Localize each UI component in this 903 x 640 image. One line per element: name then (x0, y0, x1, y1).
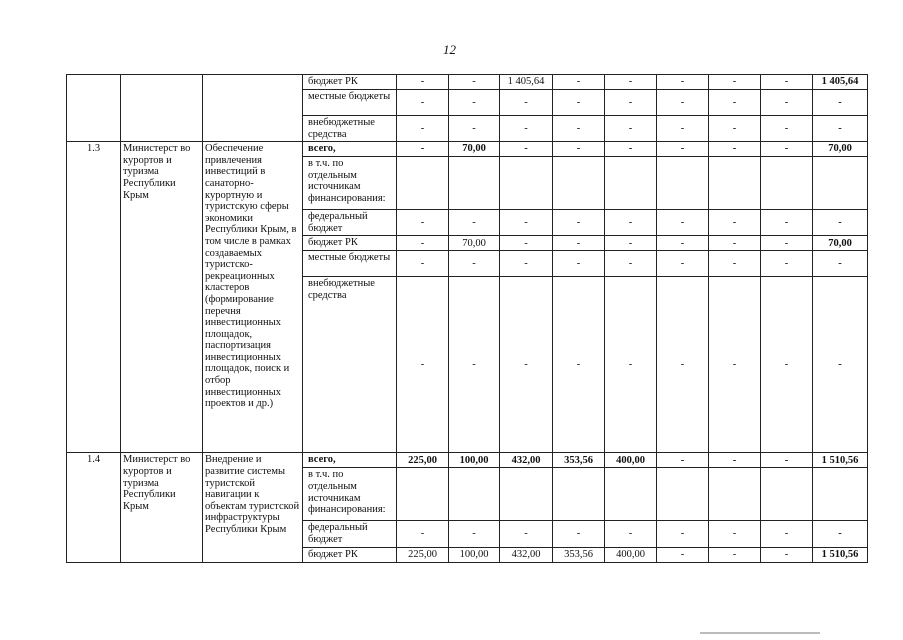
value-cell: - (709, 453, 761, 468)
value-cell: - (449, 90, 500, 116)
value-cell: 353,56 (553, 547, 605, 562)
executor-cell: Министерст во курортов и туризма Республики Крым (121, 142, 203, 453)
value-cell: 100,00 (449, 453, 500, 468)
value-cell: - (500, 521, 553, 547)
value-cell: - (605, 142, 657, 157)
value-cell (449, 468, 500, 521)
value-cell: - (761, 453, 813, 468)
value-cell: 432,00 (500, 453, 553, 468)
value-cell: - (761, 90, 813, 116)
value-cell: - (761, 277, 813, 453)
value-cell: - (761, 116, 813, 142)
value-cell: - (657, 90, 709, 116)
value-cell: - (605, 210, 657, 236)
total-cell: 1 405,64 (813, 75, 868, 90)
source-cell: всего, (303, 453, 397, 468)
value-cell: - (553, 75, 605, 90)
value-cell: - (605, 90, 657, 116)
value-cell: 70,00 (449, 142, 500, 157)
source-cell: федеральный бюджет (303, 210, 397, 236)
value-cell (657, 157, 709, 210)
value-cell: - (553, 90, 605, 116)
value-cell: - (605, 236, 657, 251)
description-cell: Внедрение и развитие системы туристской навигации к объектам туристской инфраструктуры Республики Крым (203, 453, 303, 562)
source-cell: местные бюджеты (303, 90, 397, 116)
value-cell: - (553, 210, 605, 236)
value-cell: - (500, 236, 553, 251)
value-cell: - (657, 521, 709, 547)
value-cell: - (709, 236, 761, 251)
value-cell: - (709, 142, 761, 157)
table-row (67, 453, 868, 468)
table-row (67, 75, 868, 90)
value-cell: - (500, 116, 553, 142)
total-cell: 1 510,56 (813, 547, 868, 562)
total-cell: 70,00 (813, 142, 868, 157)
page-number: 12 (443, 42, 456, 57)
row-number: 1.4 (67, 453, 121, 562)
value-cell: - (761, 547, 813, 562)
value-cell: 225,00 (397, 453, 449, 468)
value-cell: - (657, 547, 709, 562)
value-cell: - (605, 251, 657, 277)
value-cell: 432,00 (500, 547, 553, 562)
value-cell: - (761, 75, 813, 90)
value-cell (553, 157, 605, 210)
source-cell: федеральный бюджет (303, 521, 397, 547)
total-cell: - (813, 521, 868, 547)
source-cell: бюджет РК (303, 236, 397, 251)
value-cell: 353,56 (553, 453, 605, 468)
value-cell: - (657, 236, 709, 251)
value-cell: - (709, 547, 761, 562)
value-cell: - (761, 142, 813, 157)
value-cell: 400,00 (605, 453, 657, 468)
total-cell: 70,00 (813, 236, 868, 251)
value-cell: - (500, 90, 553, 116)
value-cell: - (449, 116, 500, 142)
value-cell: - (709, 210, 761, 236)
value-cell: - (709, 75, 761, 90)
value-cell: - (397, 277, 449, 453)
value-cell: - (397, 236, 449, 251)
value-cell: - (500, 251, 553, 277)
value-cell: 400,00 (605, 547, 657, 562)
value-cell: - (657, 142, 709, 157)
value-cell: - (709, 90, 761, 116)
value-cell (657, 468, 709, 521)
value-cell: - (397, 90, 449, 116)
total-cell: - (813, 210, 868, 236)
value-cell: 100,00 (449, 547, 500, 562)
value-cell: - (657, 277, 709, 453)
value-cell: - (709, 277, 761, 453)
value-cell (813, 157, 868, 210)
value-cell: - (397, 251, 449, 277)
source-cell: местные бюджеты (303, 251, 397, 277)
source-cell: внебюджетные средства (303, 116, 397, 142)
value-cell: - (449, 251, 500, 277)
value-cell: 1 405,64 (500, 75, 553, 90)
value-cell: - (761, 521, 813, 547)
value-cell: - (449, 521, 500, 547)
value-cell (553, 468, 605, 521)
value-cell: - (500, 277, 553, 453)
value-cell: - (397, 210, 449, 236)
table-row (67, 142, 868, 157)
value-cell (500, 468, 553, 521)
value-cell: - (553, 236, 605, 251)
value-cell: - (500, 210, 553, 236)
value-cell: - (449, 210, 500, 236)
value-cell: - (761, 210, 813, 236)
source-cell: в т.ч. по отдельным источникам финансирования: (303, 157, 397, 210)
total-cell: - (813, 277, 868, 453)
value-cell: - (605, 116, 657, 142)
value-cell (500, 157, 553, 210)
value-cell: - (397, 142, 449, 157)
row-number: 1.3 (67, 142, 121, 453)
value-cell: - (657, 75, 709, 90)
value-cell: - (553, 277, 605, 453)
executor-cell: Министерст во курортов и туризма Республики Крым (121, 453, 203, 562)
value-cell (605, 468, 657, 521)
value-cell: - (657, 453, 709, 468)
value-cell (813, 468, 868, 521)
value-cell: 70,00 (449, 236, 500, 251)
value-cell (709, 468, 761, 521)
source-cell: бюджет РК (303, 75, 397, 90)
value-cell (761, 157, 813, 210)
total-cell: 1 510,56 (813, 453, 868, 468)
value-cell: - (449, 75, 500, 90)
value-cell: - (657, 210, 709, 236)
value-cell: - (553, 116, 605, 142)
value-cell: - (553, 521, 605, 547)
value-cell: - (761, 236, 813, 251)
source-cell: бюджет РК (303, 547, 397, 562)
value-cell: - (657, 116, 709, 142)
executor-cell (121, 75, 203, 142)
value-cell: - (553, 251, 605, 277)
total-cell: - (813, 251, 868, 277)
value-cell: - (761, 251, 813, 277)
source-cell: в т.ч. по отдельным источникам финансирования: (303, 468, 397, 521)
value-cell: - (397, 521, 449, 547)
value-cell (709, 157, 761, 210)
value-cell (397, 468, 449, 521)
value-cell: - (397, 75, 449, 90)
source-cell: внебюджетные средства (303, 277, 397, 453)
value-cell (397, 157, 449, 210)
value-cell: - (500, 142, 553, 157)
value-cell: - (709, 521, 761, 547)
value-cell (449, 157, 500, 210)
value-cell: 225,00 (397, 547, 449, 562)
num-cell (67, 75, 121, 142)
scan-mark (700, 632, 820, 634)
value-cell: - (605, 75, 657, 90)
value-cell: - (709, 251, 761, 277)
value-cell (605, 157, 657, 210)
total-cell: - (813, 90, 868, 116)
value-cell: - (657, 251, 709, 277)
total-cell: - (813, 116, 868, 142)
value-cell: - (605, 277, 657, 453)
value-cell: - (553, 142, 605, 157)
value-cell: - (605, 521, 657, 547)
description-cell: Обеспечение привлечения инвестиций в санаторно-курортную и туристскую сферы экономики Республики Крым, в том числе в рамках создаваемых туристско-рекреационных кластеров (формирование перечня инвестиционных площадок, паспортизация инвестиционных площадок, поиск и отбор инвестиционных проектов и др.) (203, 142, 303, 453)
value-cell (761, 468, 813, 521)
description-cell (203, 75, 303, 142)
source-cell: всего, (303, 142, 397, 157)
budget-table (66, 74, 868, 563)
value-cell: - (449, 277, 500, 453)
value-cell: - (709, 116, 761, 142)
value-cell: - (397, 116, 449, 142)
